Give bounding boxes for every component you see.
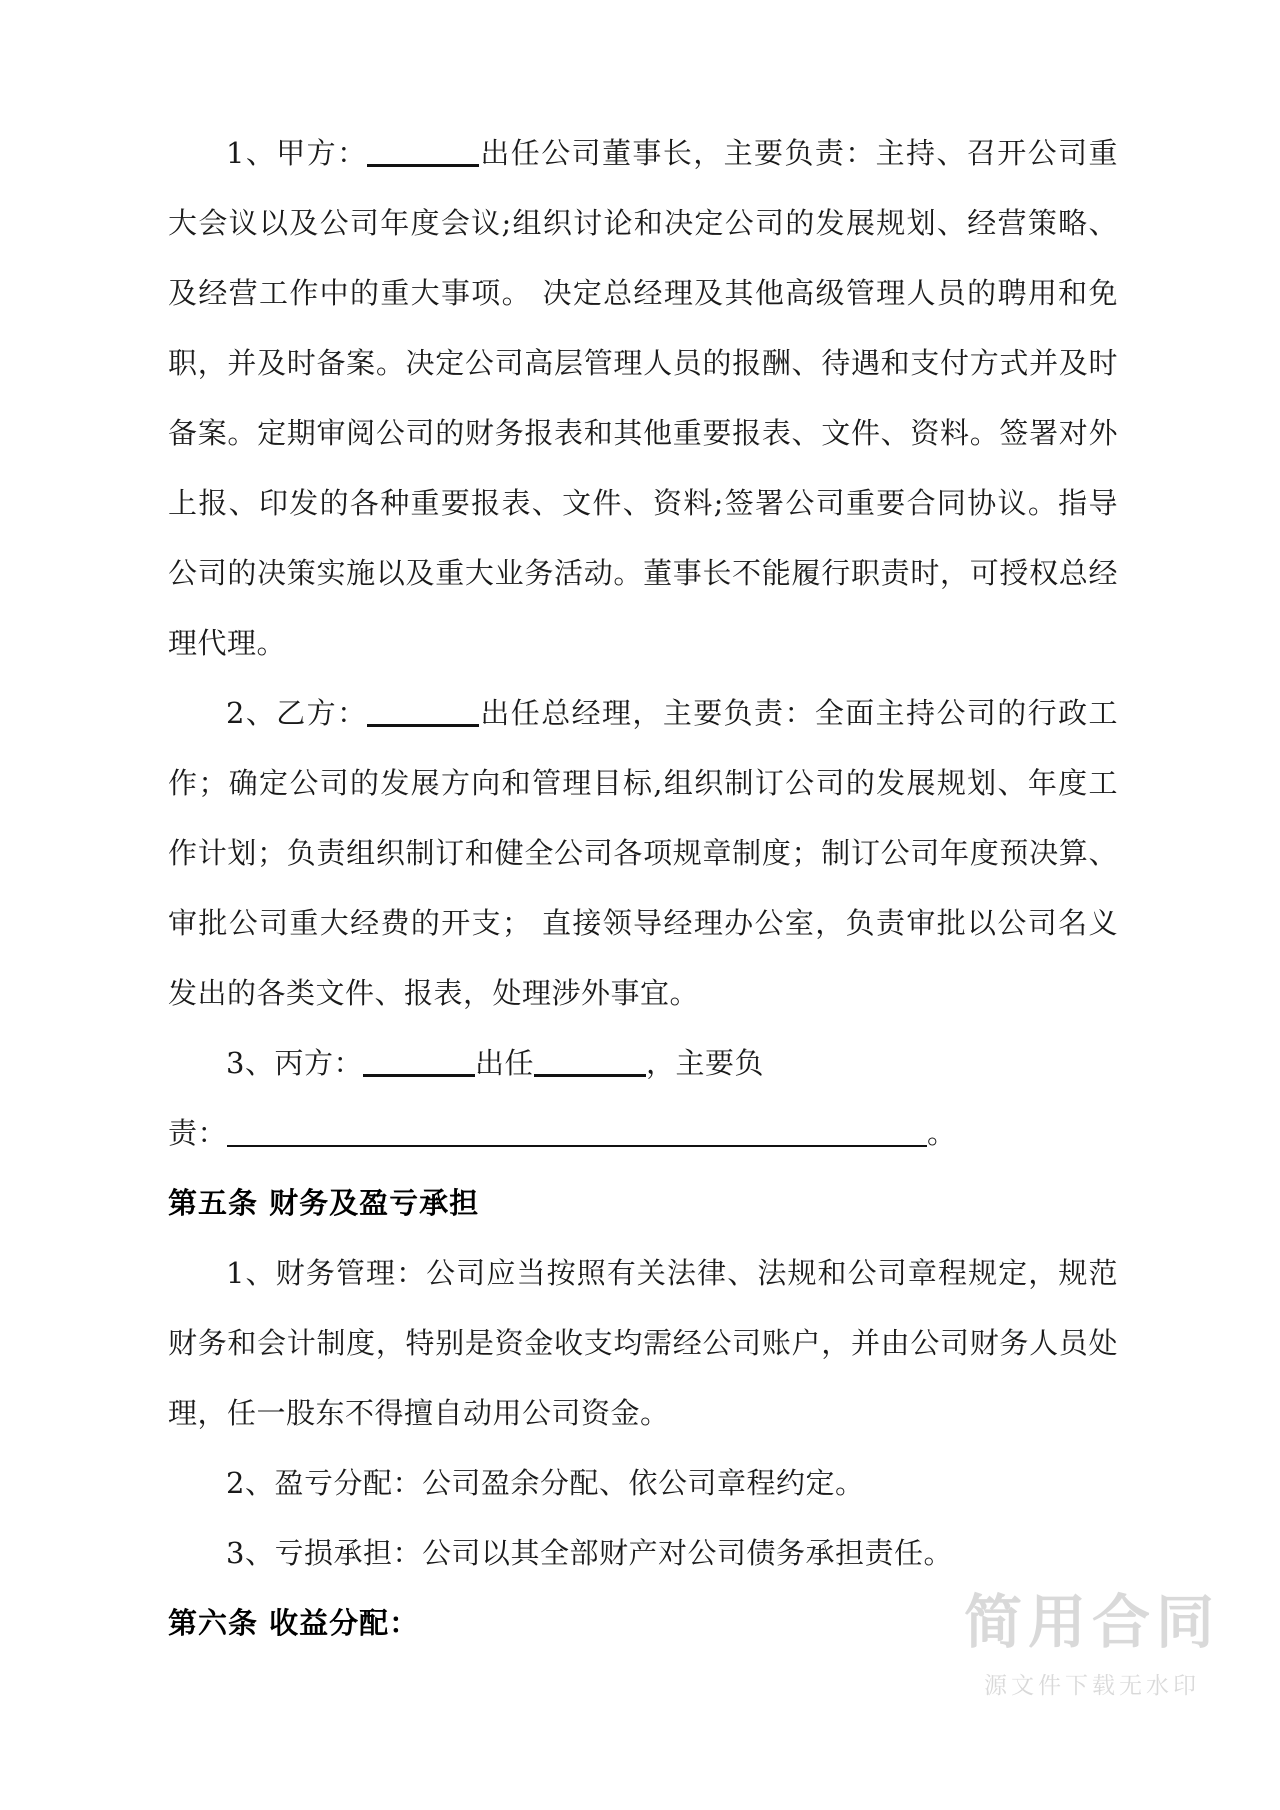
watermark-tagline: 源文件下载无水印 [983,1673,1200,1699]
watermark-brand: 简用合同 [963,1588,1220,1657]
paragraph-clause4-item1 [168,118,1118,678]
paragraph-suffix: ，主要负 [645,1046,764,1080]
paragraph-text: 出任公司董事长，主要负责：主持、召开公司重大会议以及公司年度会议;组织讨论和决定公司的发展规划、经营策略、及经营工作中的重大事项。 决定总经理及其他高级管理人员的聘用和免职，并及时备案。决定公司高层管理人员的报酬、待遇和支付方式并及时备案。定期审阅公司的财务报表和其他重要报表、文件、资料。签署对外上报、印发的各种重要报表、文件、资料;签署公司重要合同协议。指导公司的决策实施以及重大业务活动。董事长不能履行职责时，可授权总经理代理。 [168,136,1118,660]
fill-in-blank[interactable] [367,142,479,167]
responsibility-label: 责： [168,1116,228,1150]
fill-in-blank-responsibility[interactable] [227,1123,927,1147]
fill-in-blank[interactable] [367,702,479,727]
paragraph-prefix: 1、甲方： [226,136,368,170]
document-body [168,118,1118,1658]
paragraph-clause5-item3: 3、亏损承担：公司以其全部财产对公司债务承担责任。 [226,1536,953,1570]
paragraph-text: 出任总经理，主要负责：全面主持公司的行政工作；确定公司的发展方向和管理目标,组织制订公司的发展规划、年度工作计划；负责组织制订和健全公司各项规章制度；制订公司年度预决算、审批公司重大经费的开支； 直接领导经理办公室，负责审批以公司名义发出的各类文件、报表，处理涉外事宜。 [168,696,1118,1010]
fill-in-blank-name[interactable] [363,1052,475,1077]
heading-clause-six: 第六条 收益分配： [168,1606,420,1640]
paragraph-clause4-item2 [168,678,1118,1028]
paragraph-clause5-item2: 2、盈亏分配：公司盈余分配、依公司章程约定。 [226,1466,865,1500]
paragraph-clause4-item3-wrap [168,1098,1118,1168]
paragraph-prefix: 2、乙方： [226,696,368,730]
fill-in-blank-position[interactable] [534,1052,646,1077]
paragraph-prefix: 3、丙方： [226,1046,363,1080]
paragraph-clause5-item1: 1、财务管理：公司应当按照有关法律、法规和公司章程规定，规范财务和会计制度，特别是资金收支均需经公司账户，并由公司财务人员处理，任一股东不得擅自动用公司资金。 [168,1256,1118,1430]
paragraph-clause4-item3 [168,1028,1118,1098]
paragraph-middle: 出任 [474,1046,534,1080]
heading-clause-five: 第五条 财务及盈亏承担 [168,1186,480,1220]
responsibility-period: 。 [927,1116,957,1150]
